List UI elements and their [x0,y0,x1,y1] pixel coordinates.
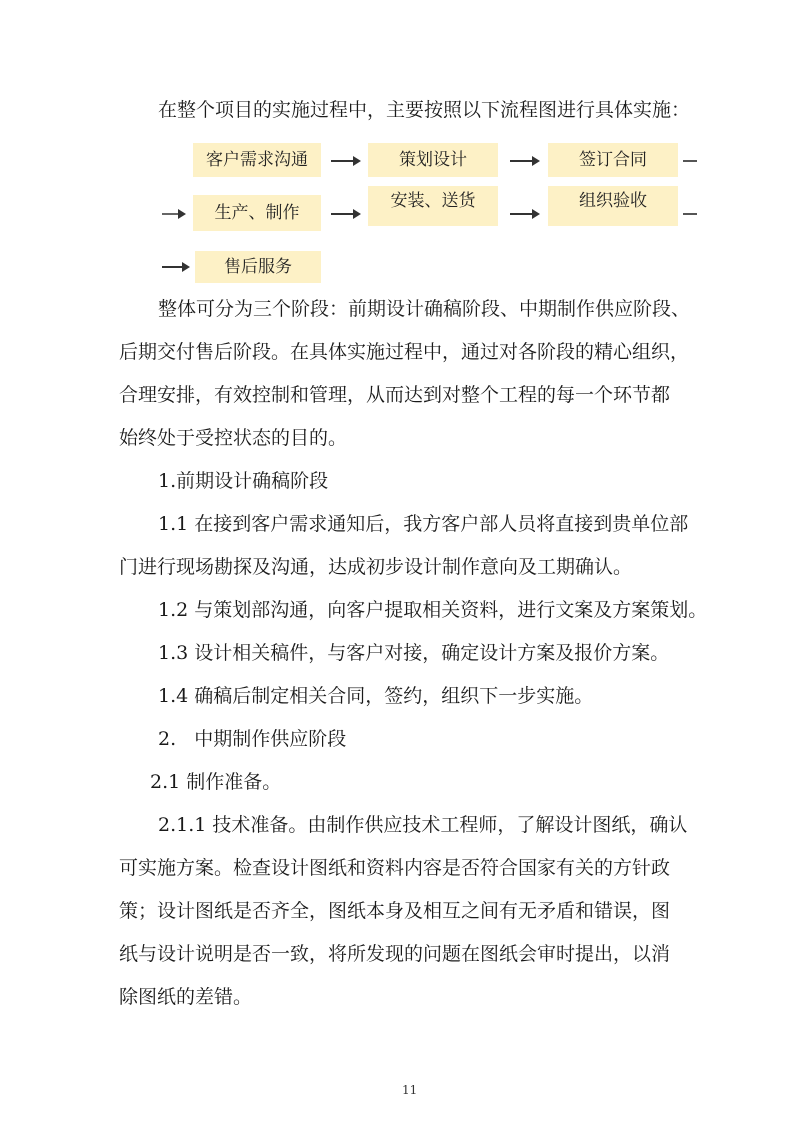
connector-line [683,213,697,215]
section-heading: 1.前期设计确稿阶段 [158,470,329,492]
flow-step-contract: 签订合同 [548,143,678,177]
page-number: 11 [402,1083,418,1097]
paragraph-line: 纸与设计说明是否一致，将所发现的问题在图纸会审时提出，以消 [119,943,671,965]
flow-step-acceptance: 组织验收 [548,186,678,226]
paragraph-line: 1.2 与策划部沟通，向客户提取相关资料，进行文案及方案策划。 [158,599,708,621]
arrow-icon [510,160,538,162]
overview-line: 整体可分为三个阶段：前期设计确稿阶段、中期制作供应阶段、 [158,298,691,320]
intro-text: 在整个项目的实施过程中，主要按照以下流程图进行具体实施： [158,99,691,121]
overview-line: 合理安排，有效控制和管理，从而达到对整个工程的每一个环节都 [119,384,671,406]
paragraph-line: 2.1.1 技术准备。由制作供应技术工程师，了解设计图纸，确认 [158,814,688,836]
paragraph-line: 门进行现场勘探及沟通，达成初步设计制作意向及工期确认。 [119,556,633,578]
paragraph-line: 1.1 在接到客户需求通知后，我方客户部人员将直接到贵单位部 [158,513,689,535]
paragraph-line: 1.4 确稿后制定相关合同，签约，组织下一步实施。 [158,685,594,707]
paragraph-line: 1.3 设计相关稿件，与客户对接，确定设计方案及报价方案。 [158,642,670,664]
flow-step-requirements: 客户需求沟通 [193,143,321,177]
flow-step-production: 生产、制作 [193,195,321,231]
arrow-icon [162,213,184,215]
arrow-icon [510,213,538,215]
flow-step-design: 策划设计 [368,143,498,177]
connector-line [683,160,697,162]
paragraph-line: 可实施方案。检查设计图纸和资料内容是否符合国家有关的方针政 [119,857,671,879]
arrow-icon [331,213,359,215]
subsection-heading: 2.1 制作准备。 [150,771,282,793]
flow-step-installation: 安装、送货 [368,186,498,226]
arrow-icon [162,266,188,268]
section-heading: 2. 中期制作供应阶段 [158,728,347,750]
overview-line: 始终处于受控状态的目的。 [119,427,348,449]
overview-line: 后期交付售后阶段。在具体实施过程中，通过对各阶段的精心组织， [119,341,690,363]
paragraph-line: 除图纸的差错。 [119,986,253,1008]
paragraph-line: 策；设计图纸是否齐全，图纸本身及相互之间有无矛盾和错误，图 [119,900,671,922]
arrow-icon [331,160,359,162]
flow-step-after-sales: 售后服务 [195,251,321,283]
